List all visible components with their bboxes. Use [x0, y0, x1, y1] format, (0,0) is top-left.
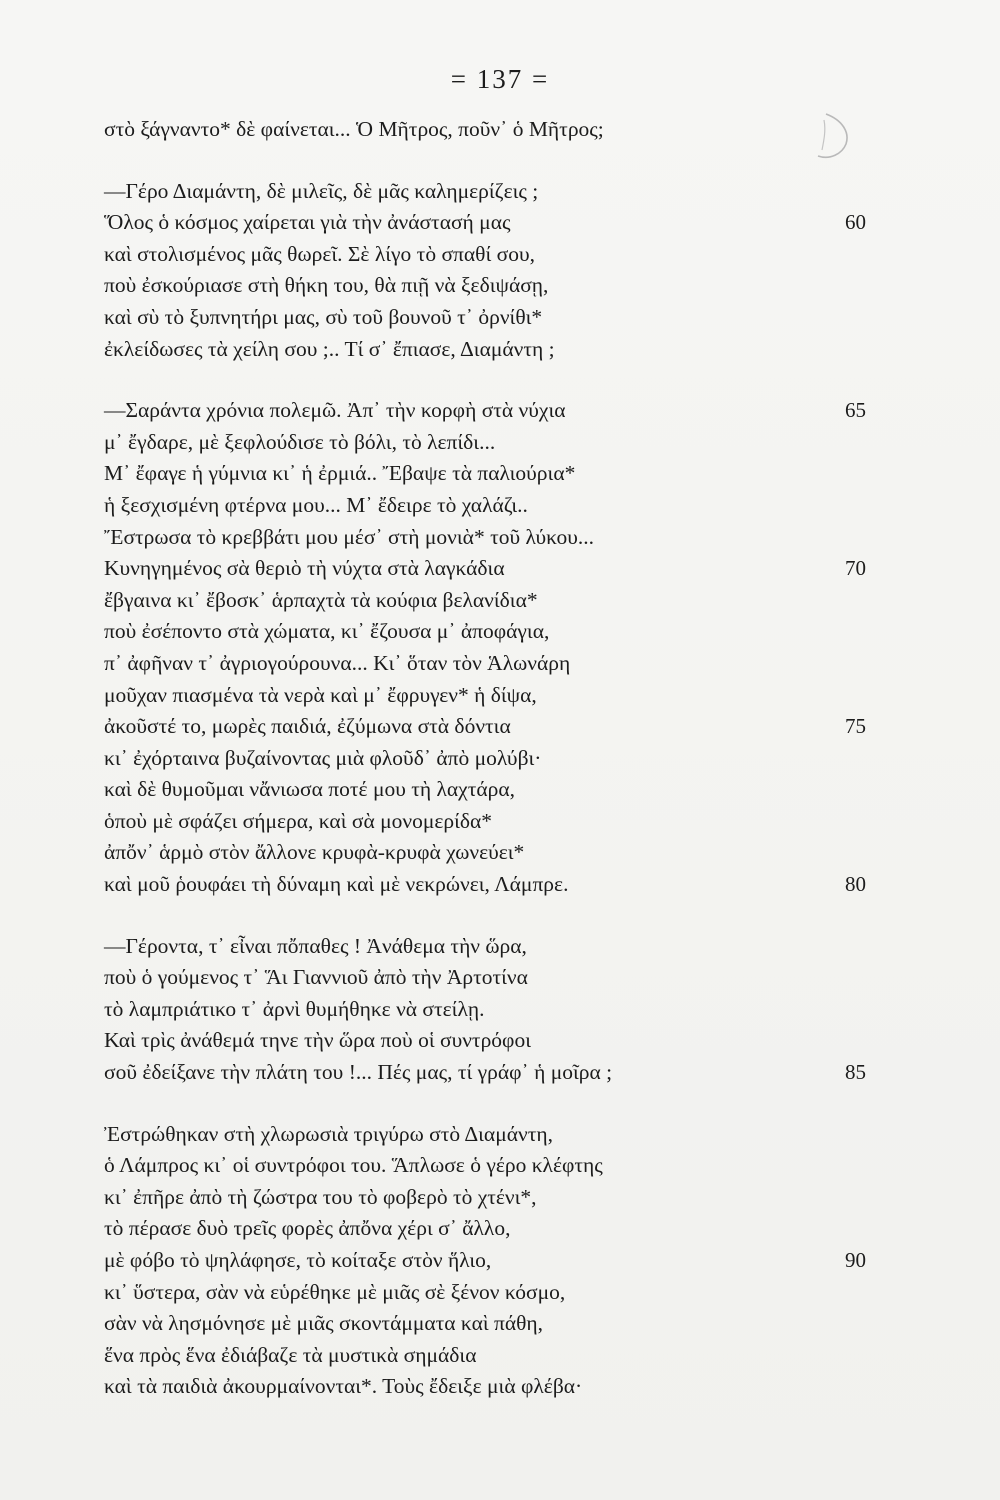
stanza [104, 931, 864, 1089]
verse-line [104, 427, 864, 459]
stanza [104, 176, 864, 366]
verse-line-text: καὶ σὺ τὸ ξυπνητήρι μας, σὺ τοῦ βουνοῦ τ᾿ ὀρνίθι* [104, 304, 543, 329]
verse-line [104, 837, 864, 869]
verse-line [104, 1277, 864, 1309]
verse-line [104, 585, 864, 617]
line-number: 60 [845, 210, 866, 235]
verse-line [104, 1182, 864, 1214]
stanza [104, 114, 864, 146]
verse-line-text: Ὅλος ὁ κόσμος χαίρεται γιὰ τὴν ἀνάστασή μας [104, 210, 511, 235]
verse-line [104, 1057, 864, 1089]
verse-line [104, 1119, 864, 1151]
verse-line [104, 207, 864, 239]
verse-line-text: —Γέροντα, τ᾿ εἶναι πὄπαθες ! Ἀνάθεμα τὴν ὥρα, [104, 933, 527, 958]
verse-line-text: τὸ λαμπριάτικο τ᾿ ἀρνὶ θυμήθηκε νὰ στείλῃ. [104, 996, 485, 1021]
verse-line [104, 680, 864, 712]
line-number: 75 [845, 714, 866, 739]
verse-line-text: ἕνα πρὸς ἕνα ἐδιάβαζε τὰ μυστικὰ σημάδια [104, 1342, 477, 1367]
verse-line [104, 962, 864, 994]
verse-line [104, 774, 864, 806]
verse-line-text: Ἐστρώθηκαν στὴ χλωρωσιὰ τριγύρω στὸ Διαμάντη, [104, 1121, 553, 1146]
verse-line [104, 395, 864, 427]
verse-line-text: καὶ τὰ παιδιὰ ἀκουρμαίνονται*. Τοὺς ἔδειξε μιὰ φλέβα· [104, 1374, 583, 1399]
verse-line [104, 711, 864, 743]
line-number: 90 [845, 1248, 866, 1272]
verse-line-text: σὰν νὰ λησμόνησε μὲ μιᾶς σκοντάμματα καὶ πάθη, [104, 1311, 544, 1336]
verse-line-text: ποὺ ἐσέποντο στὰ χώματα, κι᾿ ἔζουσα μ᾿ ἀποφάγια, [104, 619, 550, 644]
verse-line-text: στὸ ξάγναντο* δὲ φαίνεται... Ὁ Μῆτρος, ποῦν᾿ ὁ Μῆτρος; [104, 117, 604, 141]
verse-line [104, 522, 864, 554]
verse-line-text: π᾿ ἀφῆναν τ᾿ ἀγριογούρουνα... Κι᾿ ὅταν τὸν Ἁλωνάρη [104, 650, 571, 675]
verse-line [104, 458, 864, 490]
verse-line-text: κι᾿ ἐχόρταινα βυζαίνοντας μιὰ φλοῦδ᾿ ἀπὸ μολύβι· [104, 745, 542, 770]
verse-line [104, 302, 864, 334]
verse-line [104, 176, 864, 208]
verse-line-text: ἀπὄν᾿ ἁρμὸ στὸν ἄλλονε κρυφὰ-κρυφὰ χωνεύει* [104, 840, 525, 865]
verse-line-text: μοῦχαν πιασμένα τὰ νερὰ καὶ μ᾿ ἔφρυγεν* ἡ δίψα, [104, 682, 537, 707]
verse-line [104, 931, 864, 963]
verse-line-text: —Γέρο Διαμάντη, δὲ μιλεῖς, δὲ μᾶς καλημερίζεις ; [104, 178, 539, 203]
verse-line [104, 490, 864, 522]
verse-line-text: ἔβγαινα κι᾿ ἔβοσκ᾿ ἁρπαχτὰ τὰ κούφια βελανίδια* [104, 587, 538, 612]
stanza [104, 395, 864, 901]
verse-line [104, 114, 864, 146]
line-number: 65 [845, 398, 866, 423]
verse-line [104, 334, 864, 366]
verse-line-text: ποὺ ὁ γούμενος τ᾿ Ἅι Γιαννιοῦ ἀπὸ τὴν Ἀρτοτίνα [104, 965, 528, 990]
verse-line [104, 869, 864, 901]
verse-line-text: Μ᾿ ἔφαγε ἡ γύμνια κι᾿ ἡ ἐρμιά.. Ἔβαψε τὰ παλιούρια* [104, 461, 576, 486]
verse-line [104, 1213, 864, 1245]
verse-line-text: Καὶ τρὶς ἀνάθεμά τηνε τὴν ὥρα ποὺ οἱ συντρόφοι [104, 1028, 531, 1053]
verse-line [104, 743, 864, 775]
verse-line [104, 1025, 864, 1057]
verse-line [104, 1308, 864, 1340]
verse-line-text: ἐκλείδωσες τὰ χείλη σου ;.. Τί σ᾿ ἔπιασε, Διαμάντη ; [104, 336, 555, 361]
verse-line-text: μὲ φόβο τὸ ψηλάφησε, τὸ κοίταξε στὸν ἥλιο, [104, 1248, 492, 1272]
verse-line [104, 648, 864, 680]
verse-line [104, 1371, 864, 1403]
verse-line-text: ἡ ξεσχισμένη φτέρνα μου... Μ᾿ ἔδειρε τὸ χαλάζι.. [104, 492, 528, 517]
page-number: = 137 = [450, 64, 550, 94]
line-number: 70 [845, 556, 866, 581]
verse-line-text: τὸ πέρασε δυὸ τρεῖς φορὲς ἀπὄνα χέρι σ᾿ ἄλλο, [104, 1216, 511, 1241]
verse-line-text: ποὺ ἐσκούριασε στὴ θήκη του, θὰ πιῇ νὰ ξεδιψάσῃ, [104, 273, 549, 298]
verse-line [104, 806, 864, 838]
verse-line [104, 994, 864, 1026]
verse-line-text: ὁ Λάμπρος κι᾿ οἱ συντρόφοι του. Ἅπλωσε ὁ γέρο κλέφτης [104, 1153, 603, 1178]
verse-line-text: ἀκοῦστέ το, μωρὲς παιδιά, ἐζύμωνα στὰ δόντια [104, 714, 511, 739]
verse-line-text: καὶ στολισμένος μᾶς θωρεῖ. Σὲ λίγο τὸ σπαθί σου, [104, 241, 535, 266]
line-number: 85 [845, 1060, 866, 1085]
verse-line-text: —Σαράντα χρόνια πολεμῶ. Ἀπ᾿ τὴν κορφὴ στὰ νύχια [104, 398, 566, 423]
verse-line-text: ὁποὺ μὲ σφάζει σήμερα, καὶ σὰ μονομερίδα* [104, 808, 493, 833]
stanza [104, 1119, 864, 1403]
poem-text [104, 114, 864, 1433]
verse-line [104, 1150, 864, 1182]
verse-line [104, 616, 864, 648]
verse-line-text: σοῦ ἐδείξανε τὴν πλάτη του !... Πές μας, τί γράφ᾿ ἡ μοῖρα ; [104, 1060, 613, 1085]
verse-line-text: καὶ μοῦ ῥουφάει τὴ δύναμη καὶ μὲ νεκρώνει, Λάμπρε. [104, 872, 569, 897]
verse-line-text: κι᾿ ὕστερα, σὰν νὰ εὑρέθηκε μὲ μιᾶς σὲ ξένον κόσμο, [104, 1279, 566, 1304]
verse-line [104, 553, 864, 585]
verse-line-text: Κυνηγημένος σὰ θεριὸ τὴ νύχτα στὰ λαγκάδια [104, 556, 505, 581]
verse-line-text: καὶ δὲ θυμοῦμαι νἄνιωσα ποτέ μου τὴ λαχτάρα, [104, 777, 515, 802]
verse-line [104, 1245, 864, 1277]
verse-line [104, 270, 864, 302]
verse-line-text: Ἔστρωσα τὸ κρεββάτι μου μέσ᾿ στὴ μονιὰ* τοῦ λύκου... [104, 524, 595, 549]
line-number: 80 [845, 872, 866, 897]
verse-line [104, 239, 864, 271]
verse-line-text: κι᾿ ἐπῆρε ἀπὸ τὴ ζώστρα του τὸ φοβερὸ τὸ χτένι*, [104, 1184, 537, 1209]
verse-line [104, 1340, 864, 1372]
verse-line-text: μ᾿ ἔγδαρε, μὲ ξεφλούδισε τὸ βόλι, τὸ λεπίδι... [104, 429, 496, 454]
